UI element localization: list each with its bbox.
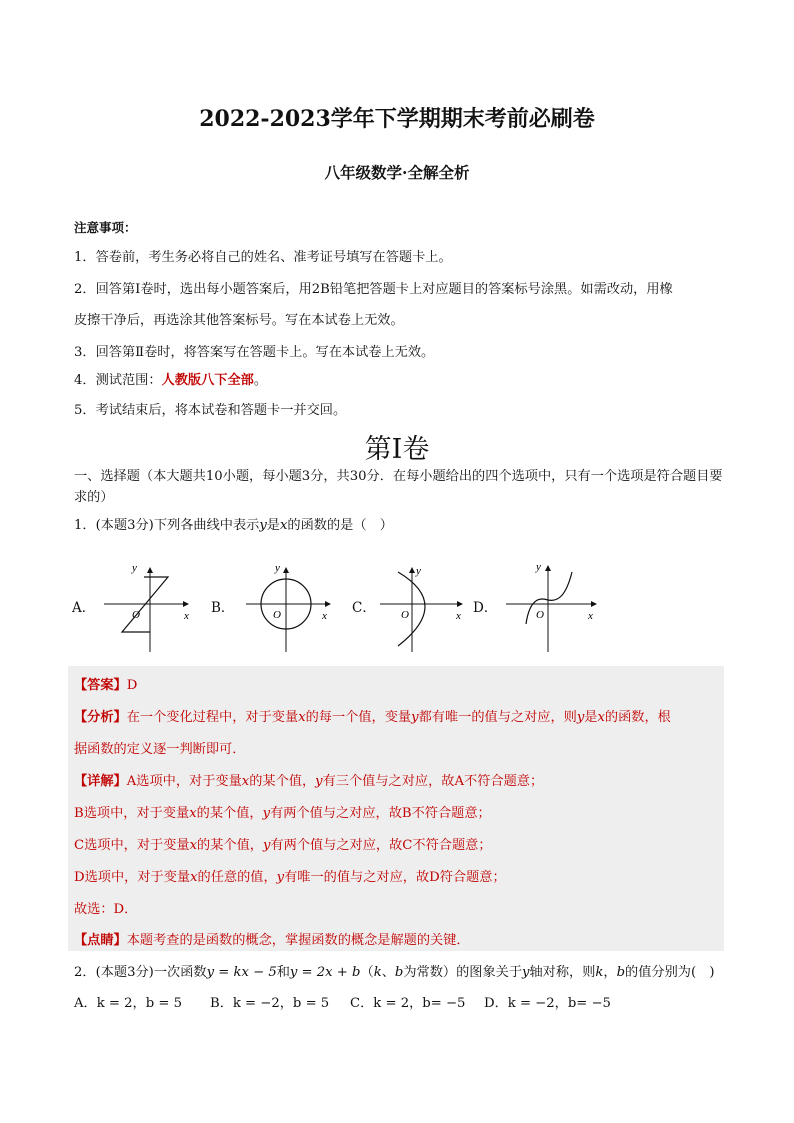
var-y: y <box>576 710 585 725</box>
option-d-graph <box>502 560 602 654</box>
q2-stem-part: 的值分别为( ) <box>625 965 715 980</box>
note-4-prefix: 4．测试范围： <box>74 373 162 388</box>
q2-stem-part: （ <box>360 965 374 980</box>
var-x: x <box>298 710 306 725</box>
section-intro: 一、选择题（本大题共10小题，每小题3分，共30分．在每小题给出的四个选项中，只有一个选项是符合题目要求的） <box>74 469 723 505</box>
q2-var-b: b <box>394 965 404 980</box>
notes-heading: 注意事项： <box>74 220 137 235</box>
origin-label: O <box>536 609 544 621</box>
comment-text: 本题考查的是函数的概念，掌握函数的概念是解题的关键． <box>126 933 470 948</box>
analysis-text: 的每一个值，变量 <box>305 710 412 725</box>
q2-var-y: y <box>522 965 530 980</box>
detail-text: 有两个值与之对应，故B不符合题意； <box>270 806 491 821</box>
q1-stem-part: 是 <box>266 518 280 533</box>
q2-stem-part: 为常数）的图象关于 <box>403 965 523 980</box>
test-range: 人教版八下全部 <box>161 373 254 388</box>
detail-line-d <box>74 866 506 885</box>
analysis-tag: 【分析】 <box>74 710 127 725</box>
q2-expression-2: y = 2x + b <box>289 965 361 980</box>
note-5: 5．考试结束后，将本试卷和答题卡一并交回。 <box>74 403 347 418</box>
analysis-text: 的函数，根 <box>604 710 671 725</box>
note-4-suffix: 。 <box>253 373 268 388</box>
q2-option-c: C．k = 2，b= −5 <box>350 996 466 1011</box>
q2-var-k: k <box>595 965 604 980</box>
detail-text: 的任意的值， <box>197 870 277 885</box>
var-x: x <box>241 774 250 789</box>
q2-expression-1: y = kx − 5 <box>206 965 277 980</box>
page-subtitle: 八年级数学·全解全析 <box>324 163 470 182</box>
q2-stem-part: 、 <box>381 965 395 980</box>
origin-label: O <box>401 609 409 621</box>
var-y: y <box>262 806 271 821</box>
section-title: 第Ⅰ卷 <box>364 434 430 465</box>
cubic-curve <box>526 572 572 624</box>
answer-line <box>74 674 137 693</box>
detail-text: 的某个值， <box>197 838 263 853</box>
note-3: 3．回答第Ⅱ卷时，将答案写在答题卡上。写在本试卷上无效。 <box>74 345 435 360</box>
q2-option-d: D．k = −2，b= −5 <box>484 996 611 1011</box>
detail-text: D选项中，对于变量 <box>74 870 191 885</box>
detail-text: 有两个值与之对应，故C不符合题意； <box>270 838 492 853</box>
note-2-line-1: 2．回答第Ⅰ卷时，选出每小题答案后，用2B铅笔把答题卡上对应题目的答案标号涂黑。如需改动，用橡 <box>74 282 673 297</box>
analysis-line-1 <box>74 706 671 725</box>
q1-stem-part: 1．(本题3分)下列各曲线中表示 <box>74 518 260 533</box>
page-title: 2022-2023学年下学期期末考前必刷卷 <box>199 106 595 132</box>
note-4 <box>74 369 267 388</box>
var-x: x <box>190 870 198 885</box>
note-2-line-2: 皮擦干净后，再选涂其他答案标号。写在本试卷上无效。 <box>74 313 404 328</box>
origin-label: O <box>132 609 140 621</box>
axis-y-label: y <box>132 562 137 574</box>
option-a-label: A． <box>72 600 96 616</box>
comment-line <box>74 929 470 948</box>
analysis-text: 在一个变化过程中，对于变量 <box>126 710 299 725</box>
detail-tag: 【详解】 <box>74 774 127 789</box>
detail-text: A选项中，对于变量 <box>126 774 242 789</box>
detail-text: 有三个值与之对应，故A不符合题意； <box>322 774 544 789</box>
detail-text: 的某个值， <box>196 806 263 821</box>
q2-stem-part: ， <box>603 965 617 980</box>
analysis-text: 是 <box>584 710 598 725</box>
note-1: 1．答卷前，考生务必将自己的姓名、准考证号填写在答题卡上。 <box>74 250 452 265</box>
axis-y-label: y <box>536 561 541 573</box>
q1-var-y: y <box>259 518 267 533</box>
option-d-label: D． <box>473 600 498 616</box>
q1-stem-part: 的函数的是（ ） <box>287 518 393 533</box>
var-y: y <box>276 870 285 885</box>
var-x: x <box>189 838 198 853</box>
question-2-stem <box>74 961 714 980</box>
option-c-label: C． <box>352 600 376 616</box>
analysis-line-2: 据函数的定义逐一判断即可． <box>74 742 246 757</box>
q2-option-b: B．k = −2，b = 5 <box>210 996 330 1011</box>
var-x: x <box>597 710 605 725</box>
option-a-graph <box>100 560 200 654</box>
detail-line-c <box>74 834 492 853</box>
axis-x-label: x <box>588 610 593 622</box>
comment-tag: 【点睛】 <box>74 933 127 948</box>
answer-value: D <box>126 678 138 693</box>
q1-var-x: x <box>279 518 288 533</box>
axis-x-label: x <box>322 610 327 622</box>
axis-x-label: x <box>184 610 189 622</box>
axis-y-label: y <box>275 562 280 574</box>
question-1-stem <box>74 514 393 533</box>
detail-text: 的某个值， <box>249 774 316 789</box>
detail-line-b <box>74 802 491 821</box>
detail-text: B选项中，对于变量 <box>74 806 190 821</box>
detail-text: C选项中，对于变量 <box>74 838 190 853</box>
q2-var-k: k <box>373 965 382 980</box>
var-y: y <box>262 838 271 853</box>
var-y: y <box>315 774 323 789</box>
analysis-text: 都有唯一的值与之对应，则 <box>418 710 577 725</box>
answer-tag: 【答案】 <box>74 678 127 693</box>
option-b-graph <box>240 560 340 654</box>
detail-line-a <box>74 770 543 789</box>
var-y: y <box>411 710 419 725</box>
choose-line: 故选：D． <box>74 902 138 917</box>
q2-stem-part: 2．(本题3分)一次函数 <box>74 965 207 980</box>
q2-stem-part: 轴对称，则 <box>529 965 596 980</box>
detail-text: 有唯一的值与之对应，故D符合题意； <box>284 870 506 885</box>
axis-y-label: y <box>416 565 421 577</box>
var-x: x <box>189 806 197 821</box>
option-b-label: B． <box>211 600 235 616</box>
q2-stem-part: 和 <box>276 965 290 980</box>
option-c-graph <box>376 560 468 654</box>
axis-x-label: x <box>456 610 461 622</box>
origin-label: O <box>273 609 281 621</box>
q2-var-b: b <box>616 965 626 980</box>
q2-option-a: A．k = 2，b = 5 <box>74 996 182 1011</box>
